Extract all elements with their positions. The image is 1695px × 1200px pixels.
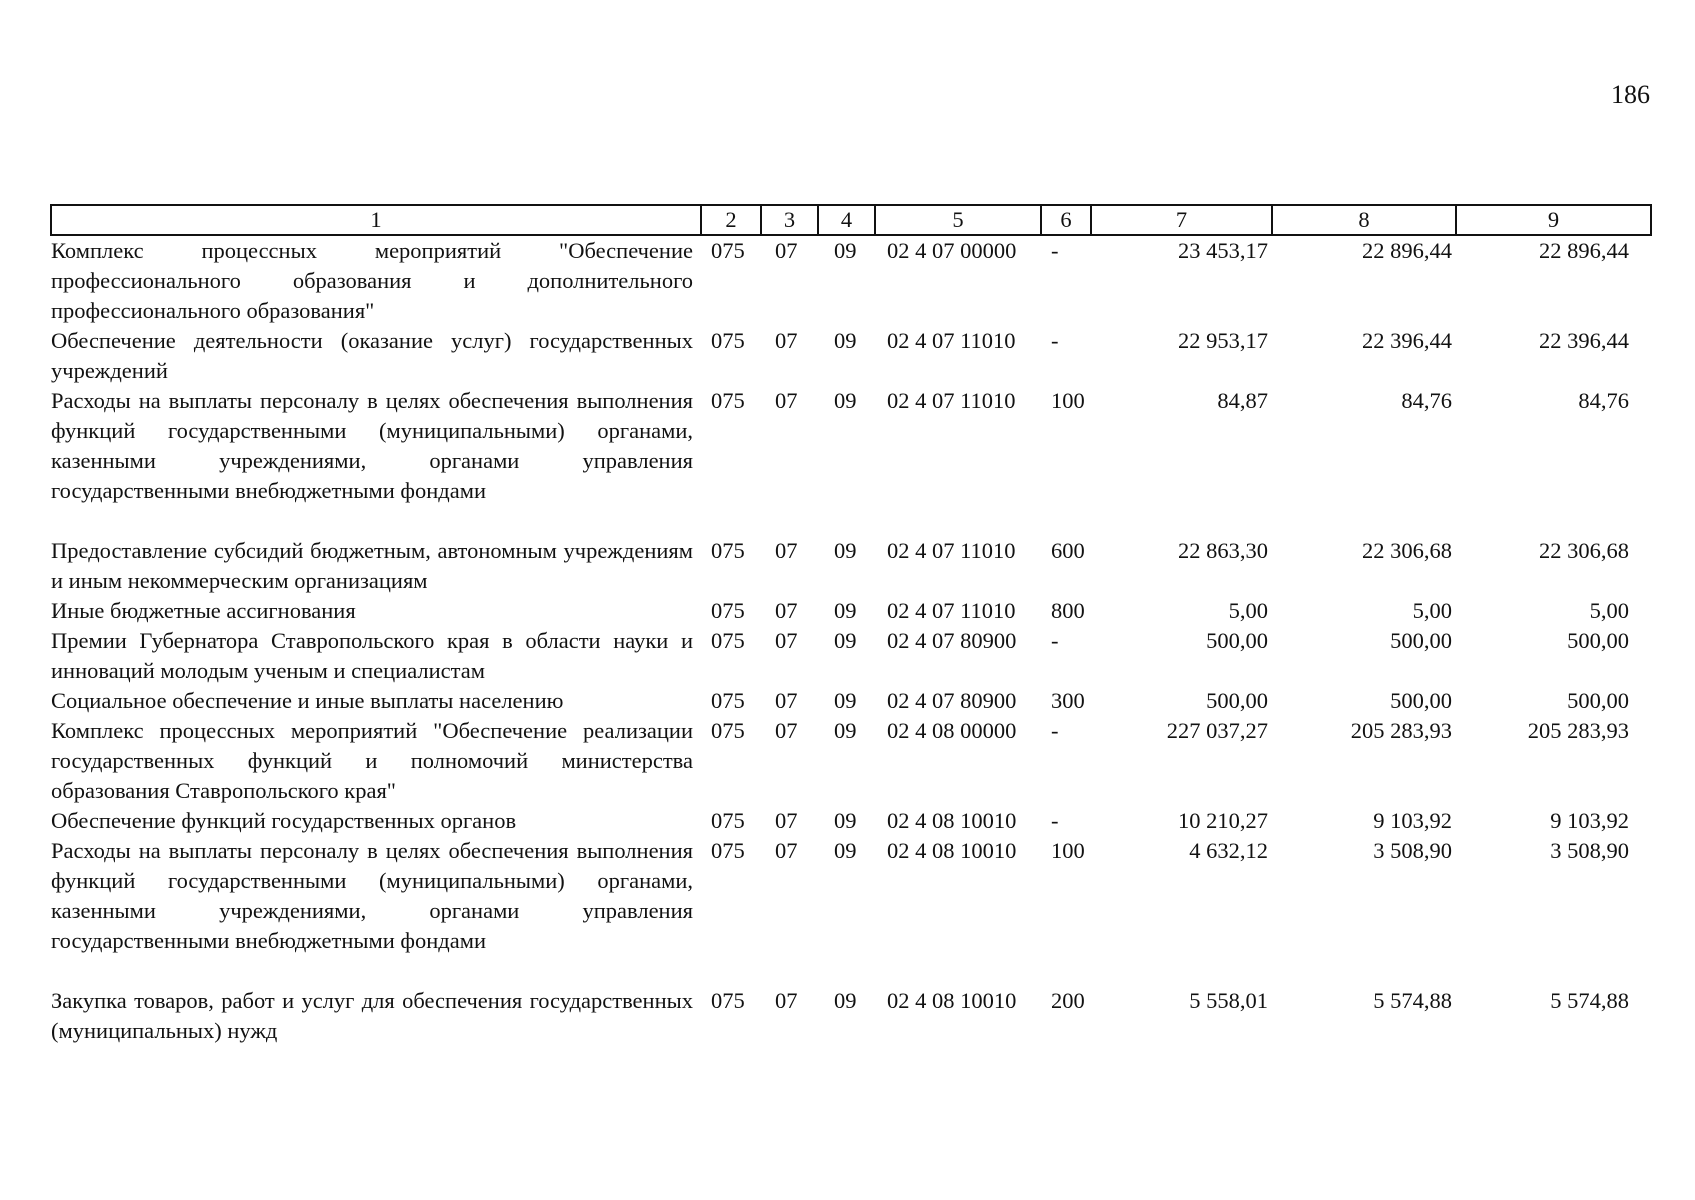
row-gr-code: 075	[711, 628, 745, 653]
row-subsection-code: 09	[834, 838, 857, 863]
row-name: Расходы на выплаты персоналу в целях обеспечения выполнения функций государственными (муниципальными) органами, казенными учреждениями, органами управления государственными внебюджетными фондами	[51, 388, 693, 503]
row-amount-7: 22 953,17	[1178, 328, 1268, 353]
row-amount-7: 5 558,01	[1189, 988, 1268, 1013]
row-amount-8: 22 396,44	[1362, 328, 1452, 353]
row-name: Обеспечение деятельности (оказание услуг) государственных учреждений	[51, 328, 693, 383]
column-header-5: 5	[875, 205, 1041, 235]
row-amount-7: 4 632,12	[1189, 838, 1268, 863]
row-expense-type: -	[1051, 238, 1059, 263]
column-header-1: 1	[51, 205, 701, 235]
row-expense-type: 300	[1051, 688, 1085, 713]
row-amount-8: 5,00	[1412, 598, 1452, 623]
row-target-code: 02 4 08 10010	[887, 988, 1017, 1013]
row-target-code: 02 4 08 10010	[887, 808, 1017, 833]
table-row	[51, 596, 1651, 626]
row-amount-9: 9 103,92	[1550, 808, 1629, 833]
table-row	[51, 536, 1651, 596]
row-expense-type: 100	[1051, 838, 1085, 863]
row-amount-9: 22 396,44	[1539, 328, 1629, 353]
row-subsection-code: 09	[834, 538, 857, 563]
table-row	[51, 986, 1651, 1046]
row-expense-type: -	[1051, 808, 1059, 833]
row-amount-7: 10 210,27	[1178, 808, 1268, 833]
table-row	[51, 626, 1651, 686]
row-target-code: 02 4 07 11010	[887, 598, 1016, 623]
row-name: Социальное обеспечение и иные выплаты населению	[51, 688, 564, 713]
row-amount-7: 23 453,17	[1178, 238, 1268, 263]
row-amount-7: 227 037,27	[1166, 718, 1268, 743]
table-row	[51, 235, 1651, 326]
row-name: Предоставление субсидий бюджетным, автономным учреждениям и иным некоммерческим организациям	[51, 538, 693, 593]
row-gr-code: 075	[711, 988, 745, 1013]
row-gr-code: 075	[711, 688, 745, 713]
row-target-code: 02 4 07 80900	[887, 628, 1017, 653]
row-amount-7: 22 863,30	[1178, 538, 1268, 563]
row-amount-9: 5 574,88	[1550, 988, 1629, 1013]
row-subsection-code: 09	[834, 628, 857, 653]
row-section-code: 07	[775, 598, 798, 623]
row-subsection-code: 09	[834, 238, 857, 263]
row-name: Иные бюджетные ассигнования	[51, 598, 356, 623]
row-target-code: 02 4 08 10010	[887, 838, 1017, 863]
row-amount-7: 500,00	[1206, 628, 1268, 653]
row-subsection-code: 09	[834, 688, 857, 713]
row-expense-type: 600	[1051, 538, 1085, 563]
row-target-code: 02 4 07 00000	[887, 238, 1017, 263]
table-row	[51, 806, 1651, 836]
row-section-code: 07	[775, 328, 798, 353]
header-row	[51, 205, 1651, 235]
row-section-code: 07	[775, 688, 798, 713]
row-section-code: 07	[775, 988, 798, 1013]
row-gr-code: 075	[711, 718, 745, 743]
row-section-code: 07	[775, 538, 798, 563]
row-target-code: 02 4 07 80900	[887, 688, 1017, 713]
row-name: Комплекс процессных мероприятий "Обеспечение реализации государственных функций и полномочий министерства образования Ставропольского края"	[51, 718, 693, 803]
row-target-code: 02 4 07 11010	[887, 538, 1016, 563]
table-row	[51, 716, 1651, 806]
row-amount-9: 500,00	[1567, 628, 1629, 653]
column-header-8: 8	[1272, 205, 1456, 235]
row-amount-8: 5 574,88	[1373, 988, 1452, 1013]
row-expense-type: -	[1051, 718, 1059, 743]
row-gr-code: 075	[711, 238, 745, 263]
row-gr-code: 075	[711, 388, 745, 413]
table-row	[51, 836, 1651, 986]
row-amount-9: 3 508,90	[1550, 838, 1629, 863]
row-name: Закупка товаров, работ и услуг для обеспечения государственных (муниципальных) нужд	[51, 988, 693, 1043]
table-row	[51, 386, 1651, 536]
row-expense-type: -	[1051, 628, 1059, 653]
column-header-9: 9	[1456, 205, 1651, 235]
column-header-4: 4	[818, 205, 875, 235]
budget-table	[50, 204, 1652, 1046]
column-header-6: 6	[1041, 205, 1091, 235]
row-amount-8: 22 306,68	[1362, 538, 1452, 563]
row-gr-code: 075	[711, 538, 745, 563]
row-expense-type: 200	[1051, 988, 1085, 1013]
row-gr-code: 075	[711, 328, 745, 353]
row-section-code: 07	[775, 718, 798, 743]
row-section-code: 07	[775, 238, 798, 263]
row-amount-7: 500,00	[1206, 688, 1268, 713]
row-amount-8: 84,76	[1401, 388, 1452, 413]
row-amount-8: 9 103,92	[1373, 808, 1452, 833]
page-number: 186	[1611, 80, 1650, 109]
row-amount-8: 205 283,93	[1350, 718, 1452, 743]
row-section-code: 07	[775, 808, 798, 833]
row-amount-8: 500,00	[1390, 688, 1452, 713]
row-target-code: 02 4 07 11010	[887, 388, 1016, 413]
row-expense-type: -	[1051, 328, 1059, 353]
row-amount-7: 84,87	[1217, 388, 1268, 413]
table-row	[51, 326, 1651, 386]
row-target-code: 02 4 07 11010	[887, 328, 1016, 353]
row-subsection-code: 09	[834, 718, 857, 743]
column-header-7: 7	[1091, 205, 1272, 235]
row-amount-8: 3 508,90	[1373, 838, 1452, 863]
row-name: Обеспечение функций государственных органов	[51, 808, 517, 833]
row-amount-9: 22 896,44	[1539, 238, 1629, 263]
table-row	[51, 686, 1651, 716]
row-section-code: 07	[775, 388, 798, 413]
row-subsection-code: 09	[834, 388, 857, 413]
row-amount-9: 500,00	[1567, 688, 1629, 713]
row-amount-8: 500,00	[1390, 628, 1452, 653]
row-expense-type: 800	[1051, 598, 1085, 623]
row-name: Расходы на выплаты персоналу в целях обеспечения выполнения функций государственными (муниципальными) органами, казенными учреждениями, органами управления государственными внебюджетными фондами	[51, 838, 693, 953]
row-amount-9: 5,00	[1589, 598, 1629, 623]
row-subsection-code: 09	[834, 598, 857, 623]
row-subsection-code: 09	[834, 988, 857, 1013]
row-amount-9: 205 283,93	[1527, 718, 1629, 743]
row-gr-code: 075	[711, 808, 745, 833]
row-subsection-code: 09	[834, 328, 857, 353]
row-name: Комплекс процессных мероприятий "Обеспечение профессионального образования и дополнительного профессионального образования"	[51, 238, 693, 323]
row-amount-9: 22 306,68	[1539, 538, 1629, 563]
row-expense-type: 100	[1051, 388, 1085, 413]
row-section-code: 07	[775, 838, 798, 863]
row-amount-7: 5,00	[1228, 598, 1268, 623]
row-subsection-code: 09	[834, 808, 857, 833]
row-gr-code: 075	[711, 598, 745, 623]
row-gr-code: 075	[711, 838, 745, 863]
column-header-3: 3	[761, 205, 818, 235]
row-amount-8: 22 896,44	[1362, 238, 1452, 263]
row-amount-9: 84,76	[1578, 388, 1629, 413]
row-name: Премии Губернатора Ставропольского края в области науки и инноваций молодым ученым и специалистам	[51, 628, 693, 683]
column-header-2: 2	[701, 205, 761, 235]
row-target-code: 02 4 08 00000	[887, 718, 1017, 743]
row-section-code: 07	[775, 628, 798, 653]
